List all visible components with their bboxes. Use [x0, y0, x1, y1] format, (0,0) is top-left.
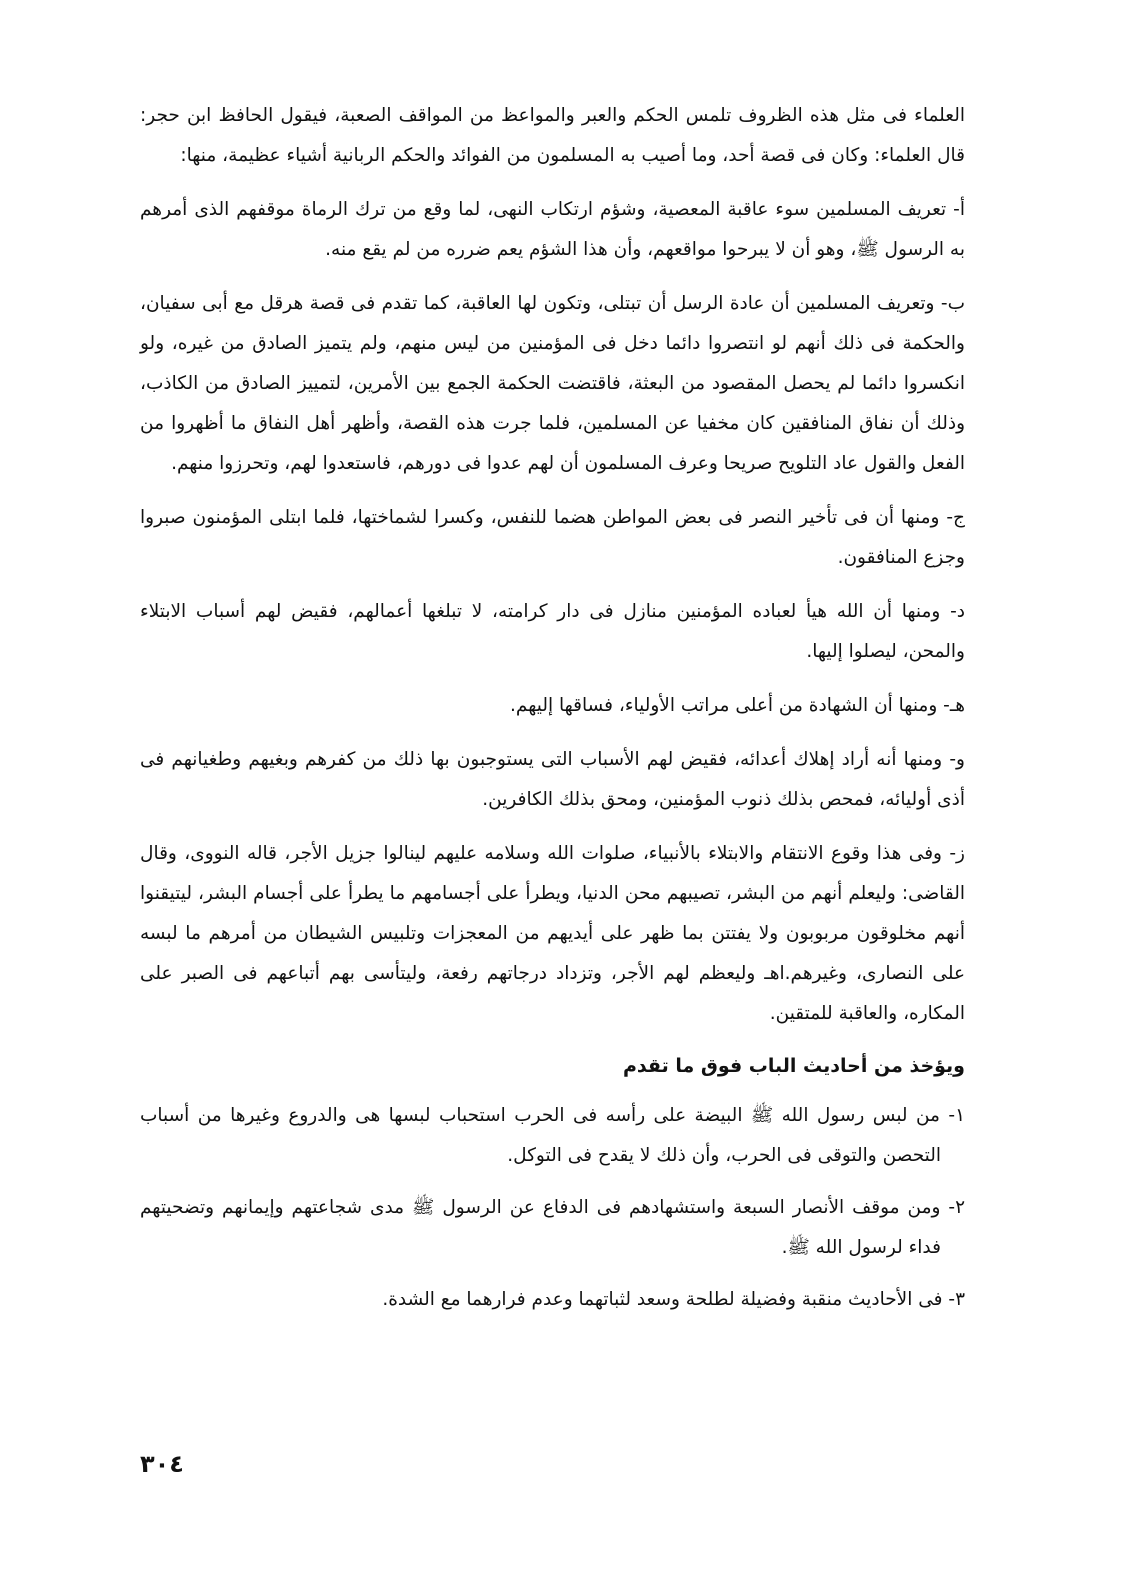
page-number: ٣٠٤	[140, 1450, 184, 1478]
section-heading: ويؤخذ من أحاديث الباب فوق ما تقدم	[623, 1055, 965, 1077]
point-b-paragraph: ب- وتعريف المسلمين أن عادة الرسل أن تبتلى، وتكون لها العاقبة، كما تقدم فى قصة هرقل مع أبى سفيان، والحكمة فى ذلك أنهم لو انتصروا دائما دخل فى المؤمنين من ليس منهم، ولم يتميز الصادق من غيره، ولو انكسروا دائما لم يحصل المقصود من البعثة، فاقتضت الحكمة الجمع بين الأمرين، لتمييز الصادق من الكاذب، وذلك أن نفاق المنافقين كان مخفيا عن المسلمين، فلما جرت هذه القصة، وأظهر أهل النفاق ما أظهروا من الفعل والقول عاد التلويح صريحا وعرف المسلمون أن لهم عدوا فى دورهم، فاستعدوا لهم، وتحرزوا منهم.	[140, 293, 965, 474]
point-w-paragraph: و- ومنها أنه أراد إهلاك أعدائه، فقيض لهم الأسباب التى يستوجبون بها ذلك من كفرهم وبغيهم وطغيانهم فى أذى أوليائه، فمحص بذلك ذنوب المؤمنين، ومحق بذلك الكافرين.	[140, 749, 965, 810]
intro-paragraph: العلماء فى مثل هذه الظروف تلمس الحكم والعبر والمواعظ من المواقف الصعبة، فيقول الحافظ ابن حجر: قال العلماء: وكان فى قصة أحد، وما أصيب به المسلمون من الفوائد والحكم الربانية أشياء عظيمة، منها:	[140, 105, 965, 166]
list-item-1: ١- من لبس رسول الله ﷺ البيضة على رأسه فى الحرب استحباب لبسها هى والدروع وغيرها من أسباب التحصن والتوقى فى الحرب، وأن ذلك لا يقدح فى التوكل.	[140, 1105, 965, 1166]
point-d-paragraph: د- ومنها أن الله هيأ لعباده المؤمنين منازل فى دار كرامته، لا تبلغها أعمالهم، فقيض لهم أسباب الابتلاء والمحن، ليصلوا إليها.	[140, 601, 965, 662]
list-item-2: ٢- ومن موقف الأنصار السبعة واستشهادهم فى الدفاع عن الرسول ﷺ مدى شجاعتهم وإيمانهم وتضحيتهم فداء لرسول الله ﷺ.	[140, 1197, 965, 1258]
point-h-paragraph: هـ- ومنها أن الشهادة من أعلى مراتب الأولياء، فساقها إليهم.	[510, 695, 965, 716]
point-a-paragraph: أ- تعريف المسلمين سوء عاقبة المعصية، وشؤم ارتكاب النهى، لما وقع من ترك الرماة موقفهم الذى أمرهم به الرسول ﷺ، وهو أن لا يبرحوا مواقعهم، وأن هذا الشؤم يعم ضرره من لم يقع منه.	[140, 199, 965, 260]
list-item-3: ٣- فى الأحاديث منقبة وفضيلة لطلحة وسعد لثباتهما وعدم فرارهما مع الشدة.	[382, 1289, 965, 1310]
point-z-paragraph: ز- وفى هذا وقوع الانتقام والابتلاء بالأنبياء، صلوات الله وسلامه عليهم لينالوا جزيل الأجر، قاله النووى، وقال القاضى: وليعلم أنهم من البشر، تصيبهم محن الدنيا، ويطرأ على أجسامهم ما يطرأ على أجسام البشر، ليتيقنوا أنهم مخلوقون مربوبون ولا يفتتن بما ظهر على أيديهم من المعجزات وتلبيس الشيطان من أمرهم ما لبسه على النصارى، وغيرهم.اهـ وليعظم لهم الأجر، وتزداد درجاتهم رفعة، وليتأسى بهم أتباعهم فى الصبر على المكاره، والعاقبة للمتقين.	[140, 843, 965, 1024]
point-c-paragraph: ج- ومنها أن فى تأخير النصر فى بعض المواطن هضما للنفس، وكسرا لشماختها، فلما ابتلى المؤمنون صبروا وجزع المنافقون.	[140, 507, 965, 568]
